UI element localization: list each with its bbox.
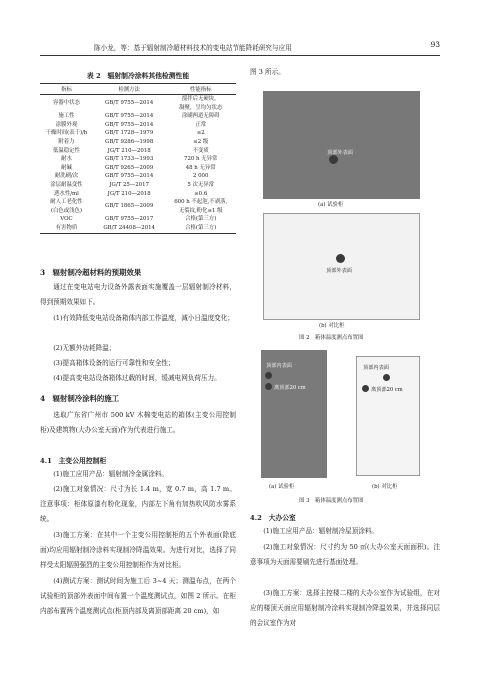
table-cell: GB/T 1733—1993 [105, 156, 154, 163]
table-row [40, 198, 236, 215]
point-label: 离顶部20 cm [371, 387, 403, 393]
table-cell: 透水性/ml [54, 190, 79, 197]
table-cell: 涂刷两道无障碍 [181, 113, 220, 120]
figure-2b-image [263, 213, 420, 320]
table-cell: 涂层耐温变性 [50, 181, 83, 188]
table-cell: 不变质 [192, 147, 209, 154]
table-cell: 合格(第三方) [165, 224, 236, 233]
list-item: (4)提高变电站设备箱体过载的时间，缓减电网负荷压力。 [53, 374, 221, 382]
table-cell: VOC [60, 216, 73, 223]
list-item: (1)施工应用产品：辐射制冷金属涂料。 [53, 470, 169, 478]
point-label: 离顶部20 cm [274, 385, 306, 391]
measurement-point [265, 372, 272, 379]
table-cell: GB/T 1728—1979 [105, 130, 154, 137]
table-caption: 表 2 辐射制冷涂料其他检测性能 [86, 72, 190, 80]
table-cell: 2 000 [192, 173, 209, 180]
measurement-point [383, 374, 390, 381]
running-title: 陈小龙，等：基于辐射制冷超材料技术的变电站节能降耗研究与应用 [94, 44, 292, 52]
table-cell: 低温稳定性 [52, 147, 80, 154]
table-row [40, 164, 236, 173]
list-item: (2)施工对象情况：尺寸约为 50 ㎡(大办公室天面面积)。注意事项为天面需要刷先进行基面处理。 [250, 543, 440, 567]
figure-2a-image [263, 91, 420, 199]
table-cell: ≤0.6 [194, 190, 208, 197]
performance-table [40, 83, 236, 234]
table-row [40, 155, 236, 164]
figure-2-caption: 图 2 箱体温度测点布置图 [299, 335, 364, 341]
table-cell: JG/T 210—2018 [107, 147, 151, 154]
section-4-intro: 选取广东省广州市 500 kV 木棉变电站的箱体(主变公用控制柜)及建筑物(大办公室天面)作为代表进行施工。 [40, 411, 236, 435]
table-row [40, 129, 236, 138]
list-item: (4)测试方案：测试时间为施工后 3~4 天；测温布点，在两个试验柜的顶部外表面中间布置一个温度测试点，如图 2 所示。在柜内部布置两个温度测试点(柜顶内部及离顶部距离 20 cm)，如 [40, 577, 236, 616]
table-cell: GB/T 9265—2009 [105, 164, 154, 171]
measurement-point [362, 385, 369, 392]
section-3-intro: 通过在变电站电力设备外露表面实施覆盖一层辐射制冷材料，得到预期效果如下。 [40, 283, 236, 307]
figure-3a-caption: (a) 试验柜 [269, 484, 295, 490]
table-cell: 施工性 [58, 113, 75, 120]
table-cell: GB/T 9755—2014 [105, 100, 154, 107]
table-cell: 耐人工老化性 (白色或浅色) [50, 199, 83, 214]
table-header-row [40, 84, 236, 95]
subsection-4-1-heading: 4.1 主变公用控制柜 [40, 457, 107, 465]
column-header: 性能指标 [165, 84, 236, 95]
table-cell: GB/T 9755—2014 [105, 173, 154, 180]
list-item: (1)有效降低变电站设备箱体内部工作温度，减小日温度变化； [53, 314, 234, 322]
table-cell: 容器中状态 [52, 100, 80, 107]
table-cell: GB/T 24408—2014 [93, 224, 166, 233]
measurement-point [265, 383, 272, 390]
measurement-point [329, 155, 338, 164]
figure-3a-image [261, 350, 327, 478]
table-row [40, 224, 236, 233]
table-row [40, 121, 236, 130]
table-cell: 涂膜外观 [55, 121, 78, 128]
table-cell: 耐水 [61, 156, 72, 163]
table-cell: GB/T 9755—2014 [105, 113, 154, 120]
figure-2a-caption: (a) 试验柜 [318, 202, 344, 208]
table-cell: ≤2 级 [193, 138, 209, 145]
figure-3b-caption: (b) 对比柜 [372, 484, 398, 490]
table-cell: JG/T 210—2018 [107, 190, 151, 197]
table-cell: 正常 [195, 121, 207, 128]
table-cell: 干燥时间(表干)/h [45, 130, 88, 137]
table-cell: JG/T 25—2017 [109, 181, 149, 188]
table-row [40, 181, 236, 190]
table-cell: GB/T 1865—2009 [105, 203, 154, 210]
section-3-heading: 3 辐射制冷超材料的预期效果 [40, 268, 142, 277]
column-header: 指标 [40, 84, 93, 95]
table-cell: 有害物质 [40, 224, 93, 233]
header-rule [40, 55, 440, 56]
table-row [40, 112, 236, 121]
point-label: 顶部外表面 [326, 268, 352, 274]
point-label: 顶部外表面 [327, 150, 353, 156]
measurement-point [336, 254, 345, 263]
column-header: 检测方法 [93, 84, 166, 95]
table-cell: GB/T 9755—2014 [105, 121, 154, 128]
table-cell: GB/T 9286—1998 [105, 138, 154, 145]
table-cell: 5 次无异常 [187, 181, 215, 188]
table-cell: 600 h 不起泡,不剥落, 无裂纹,粉化≤1 级 [174, 199, 228, 214]
table-cell: 合格(第三方) [185, 216, 217, 223]
table-cell: GB/T 9755—2017 [105, 216, 154, 223]
figure-2b-caption: (b) 对比柜 [319, 323, 345, 329]
table-cell: 720 h 无异常 [184, 156, 218, 163]
table-row [40, 215, 236, 224]
table-cell: ≤2 [196, 130, 205, 137]
table-cell: 搅拌后无硬块， 凝聚，呈均匀状态 [179, 96, 223, 111]
list-item: (1)施工应用产品：辐射制冷屋顶涂料。 [263, 527, 379, 535]
point-label: 顶部内表面 [266, 363, 292, 369]
point-label: 顶部内表面 [363, 365, 389, 371]
table-cell: 附着力 [58, 138, 75, 145]
table-cell: 48 h 无异常 [185, 164, 216, 171]
page-header [40, 40, 440, 54]
figure-3-reference: 图 3 所示。 [250, 68, 285, 76]
table-row [40, 147, 236, 156]
table-row [40, 138, 236, 147]
table-row [40, 95, 236, 113]
section-4-heading: 4 辐射制冷涂料的施工 [40, 394, 120, 403]
list-item: (3)施工方案：在其中一个主变公用控制柜的五个外表面(除底面)均应用辐射制冷涂料实现制冷降温效果。为进行对比，选择了同样受太阳辐照强烈的主变公用控制柜作为对比柜。 [40, 531, 236, 570]
figure-3-caption: 图 3 箱体温度测点布置图 [299, 498, 364, 504]
list-item: (3)提高箱体设备的运行可靠性和安全性； [53, 359, 175, 367]
list-item: (2)施工对象情况：尺寸为长 1.4 m，宽 0.7 m，高 1.7 m。注意事项：柜体原漆有粉化现象，内部左下角有加热吹风防水雾系统。 [40, 485, 236, 524]
subsection-4-2-heading: 4.2 大办公室 [250, 514, 296, 522]
table-cell: 耐碱 [61, 164, 72, 171]
list-item: (2)无额外功耗降温； [53, 344, 116, 352]
table-cell: 耐洗刷/次 [54, 173, 79, 180]
page-number: 93 [430, 40, 440, 49]
figure-3b-image [356, 356, 420, 476]
list-item: (3)施工方案：选择主控楼二楼的大办公室作为试验组，在对应的楼顶天面应用辐射制冷涂料实现制冷降温效果，并选择同层的会议室作为对 [250, 589, 440, 628]
table-row [40, 190, 236, 199]
table-row [40, 172, 236, 181]
